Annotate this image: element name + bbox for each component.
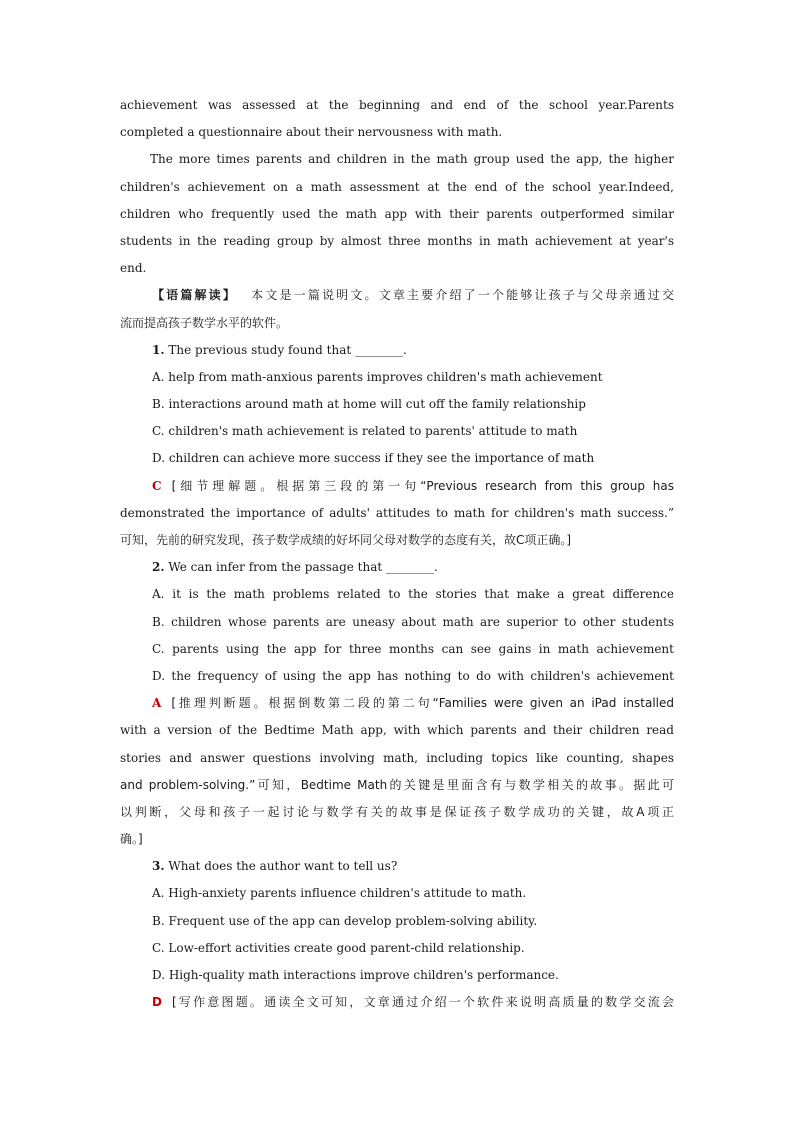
question-text: The previous study found that ________. [168, 342, 407, 357]
explanation-text: [推理判断题。根据倒数第二段的第二句“Families were given an iPad installed [171, 696, 674, 711]
passage-line: children who frequently used the math app with their parents outperformed similar [120, 206, 674, 221]
answer-letter: A [152, 696, 162, 711]
explanation-text: [写作意图题。通读全文可知，文章通过介绍一个软件来说明高质量的数学交流会 [171, 995, 674, 1010]
explanation-text: [细节理解题。根据第三段的第一句“Previous research from this group has [171, 478, 674, 493]
passage-line: end. [120, 261, 147, 276]
question-text: What does the author want to tell us? [168, 859, 398, 874]
answer-letter: D [152, 995, 162, 1010]
option: A. it is the math problems related to the stories that make a great difference [152, 587, 674, 602]
option: C. parents using the app for three months can see gains in math achievement [152, 641, 674, 656]
question-text: We can infer from the passage that ________. [168, 560, 438, 575]
explanation-line: and problem-solving.”可知，Bedtime Math的关键是里面含有与数学相关的故事。据此可 [120, 777, 674, 792]
option: C. Low-effort activities create good parent-child relationship. [152, 940, 525, 955]
analysis-line: 流而提高孩子数学水平的软件。 [120, 315, 289, 330]
passage-line: completed a questionnaire about their nervousness with math. [120, 125, 503, 140]
analysis-text: 本文是一篇说明文。文章主要介绍了一个能够让孩子与父母亲通过交 [249, 288, 674, 303]
explanation-line: with a version of the Bedtime Math app, with which parents and their children read [120, 723, 674, 738]
question-number: 2. [152, 560, 165, 575]
option: D. children can achieve more success if they see the importance of math [152, 451, 595, 466]
option: A. High-anxiety parents influence children's attitude to math. [152, 886, 527, 901]
question-number: 1. [152, 342, 165, 357]
analysis-line [120, 282, 674, 309]
question-stem [120, 337, 674, 364]
passage-line: children's achievement on a math assessment at the end of the school year.Indeed, [120, 179, 674, 194]
explanation-line: demonstrated the importance of adults' attitudes to math for children's math success.” [120, 505, 674, 520]
document-page [120, 92, 674, 1016]
option: C. children's math achievement is related to parents' attitude to math [152, 424, 578, 439]
explanation-line: stories and answer questions involving math, including topics like counting, shapes [120, 750, 674, 765]
answer-letter: C [152, 478, 162, 493]
passage-line: students in the reading group by almost three months in math achievement at year's [120, 233, 674, 248]
option: B. Frequent use of the app can develop problem-solving ability. [152, 913, 538, 928]
option: D. High-quality math interactions improve children's performance. [152, 968, 559, 982]
explanation-line [120, 690, 674, 717]
explanation-line [120, 989, 674, 1016]
passage-line: achievement was assessed at the beginning and end of the school year.Parents [120, 98, 674, 112]
explanation-line: 可知，先前的研究发现，孩子数学成绩的好坏同父母对数学的态度有关，故C项正确。] [120, 533, 572, 547]
option: D. the frequency of using the app has nothing to do with children's achievement [152, 668, 674, 683]
explanation-line: 确。] [120, 832, 143, 847]
analysis-tag: 【语篇解读】 [152, 288, 237, 303]
passage-line: The more times parents and children in the math group used the app, the higher [150, 152, 674, 167]
option: B. children whose parents are uneasy about math are superior to other students [152, 614, 674, 629]
option: A. help from math-anxious parents improves children's math achievement [152, 369, 603, 384]
explanation-line [120, 473, 674, 500]
option: B. interactions around math at home will cut off the family relationship [152, 397, 586, 412]
question-stem [120, 554, 674, 581]
question-number: 3. [152, 859, 165, 874]
explanation-line: 以判断，父母和孩子一起讨论与数学有关的故事是保证孩子数学成功的关键，故A项正 [120, 804, 674, 819]
question-stem [120, 853, 674, 880]
